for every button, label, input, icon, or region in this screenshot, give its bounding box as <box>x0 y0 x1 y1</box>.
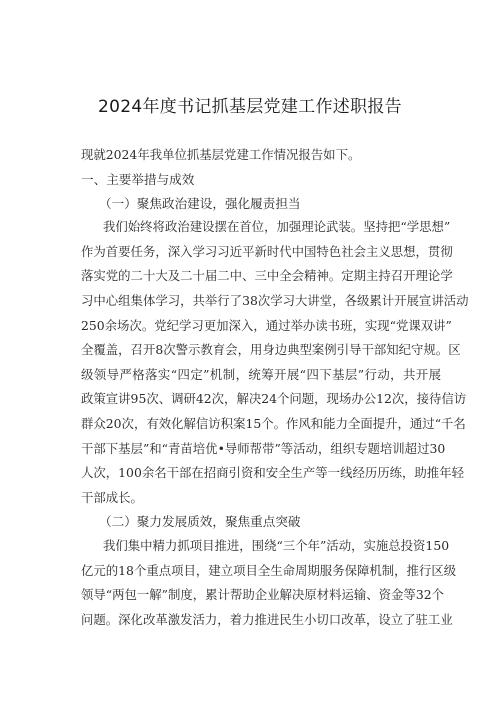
paragraph-line: 级领导严格落实“四定”机制，统筹开展“四下基层”行动，共开展 <box>81 367 441 382</box>
section-heading-main-measures: 一、主要举措与成效 <box>81 172 195 187</box>
paragraph-line: 250余场次。党纪学习更加深入，通过举办读书班，实现“党课双讲” <box>81 318 452 333</box>
paragraph-line: 人次，100余名干部在招商引资和安全生产等一线经历历练，助推年轻 <box>81 465 464 480</box>
paragraph-line: 领导“两包一解”制度，累计帮助企业解决原材料运输、资金等32个 <box>81 587 444 602</box>
paragraph-line: 落实党的二十大及二十届二中、三中全会精神。定期主持召开理论学 <box>81 268 453 283</box>
paragraph-line: 我们始终将政治建设摆在首位，加强理论武装。坚持把“学思想” <box>103 219 451 234</box>
paragraph-line: 政策宣讲95次、调研42次，解决24个问题，现场办公12次，接待信访 <box>81 391 467 406</box>
subsection-heading-political-building: （一）聚焦政治建设，强化履责担当 <box>99 196 301 211</box>
intro-paragraph: 现就2024年我单位抓基层党建工作情况报告如下。 <box>81 147 361 162</box>
paragraph-line: 作为首要任务，深入学习习近平新时代中国特色社会主义思想，贯彻 <box>81 244 453 259</box>
paragraph-line: 我们集中精力抓项目推进，围绕“三个年”活动，实施总投资150 <box>103 538 450 553</box>
paragraph-line: 习中心组集体学习，共举行了38次学习大讲堂，各级累计开展宣讲活动 <box>81 293 469 308</box>
paragraph-line: 干部成长。 <box>81 490 143 505</box>
subsection-heading-development-quality: （二）聚力发展质效，聚焦重点突破 <box>99 514 301 529</box>
paragraph-line: 亿元的18个重点项目，建立项目全生命周期服务保障机制，推行区级 <box>81 563 457 578</box>
paragraph-line: 干部下基层”和“青苗培优•导师帮带”等活动，组织专题培训超过30 <box>81 441 446 456</box>
paragraph-line: 全覆盖，召开8次警示教育会，用身边典型案例引导干部知纪守规。区 <box>81 342 461 357</box>
paragraph-line: 群众20次，有效化解信访积案15个。作风和能力全面提升，通过“千名 <box>81 416 466 431</box>
paragraph-line: 问题。深化改革激发活力，着力推进民生小切口改革，设立了驻工业 <box>81 612 453 627</box>
document-title: 2024年度书记抓基层党建工作述职报告 <box>98 97 402 117</box>
